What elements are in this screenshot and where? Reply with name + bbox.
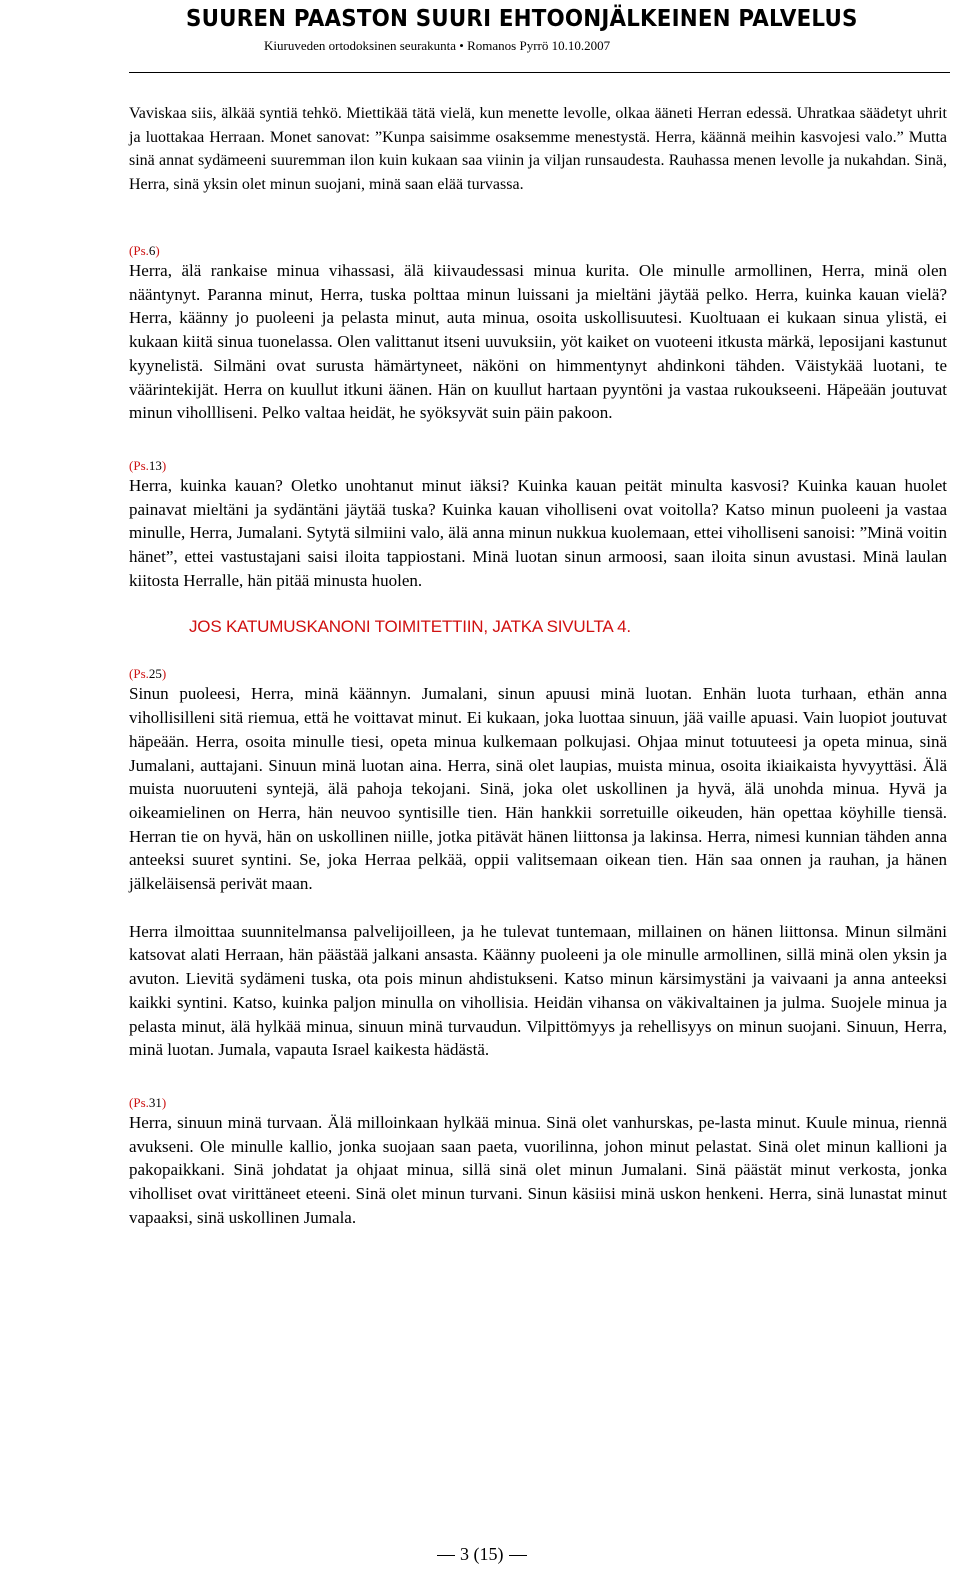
header-divider [129,72,950,73]
psalm-reference: (Ps.25) [129,666,167,682]
footer-dash-right [509,1555,527,1556]
document-body [129,102,947,1230]
psalm-reference: (Ps.13) [129,457,167,473]
footer-dash-left [437,1555,455,1556]
page-number-text: 3 (15) [460,1544,504,1564]
psalm-text: Herra ilmoittaa suunnitelmansa palvelijoilleen, ja he tulevat tuntemaan, millainen on hänen liittonsa. Minun silmäni katsovat alati Herraan, hän päästää jalkani ansasta. Käänny puoleeni ja ole minulle armollinen, sillä minä olen yksin ja avuton. Lievitä sydämeni tuska, ota pois minun ahdistukseni. Katso minun kärsimystäni ja vaivaani ja anna anteeksi kaikki syntini. Katso, kuinka paljon minulla on vihollisia. Heidän vihansa on väkivaltainen ja julma. Suojele minua ja pelasta minut, älä hylkää minua, sinuun minä turvaudun. Vilpittömyys ja rehellisyys on minun suojani. Sinuun, Herra, minä luotan. Jumala, vapauta Israel kaikesta hädästä. [129,921,947,1060]
psalm-text: Herra, älä rankaise minua vihassasi, älä kiivaudessasi minua kurita. Ole minulle armollinen, Herra, minä olen nääntynyt. Paranna minut, Herra, tuska polttaa minun luissani ja mieltäni jäytää pelko. Herra, kuinka kauan vielä? Herra, käänny jo puoleeni ja pelasta minut, auta minua, osoita uskollisuutesi. Kuoltuaan ei kukaan sinua ylistä, ei kukaan kiitä sinua tuonelassa. Olen valittanut itseni uuvuksiin, yöt kaiket on vuoteeni itkusta märkä, leposijani kastunut kyynelistä. Silmäni ovat surusta hämärtyneet, näköni on himmentynyt ahdinkoni tähden. Väistykää luotani, te väärintekijät. Herra on kuullut itkuni äänen. Hän on kuullut hartaan pyyntöni ja vastaa rukoukseeni. Häpeään joutuvat minun vihollliseni. Pelko valtaa heidät, he syöksyvät suin päin pakoon. [129,261,947,423]
page-header [0,0,960,74]
page-number [432,1544,532,1565]
psalm-text: Herra, kuinka kauan? Oletko unohtanut minut iäksi? Kuinka kauan peität minulta kasvosi? Kuinka kauan huolet painavat mieltäni ja sydäntäni jäytää tuska? Kuinka kauan viholliseni ovat voitolla? Katso minun puoleeni ja vastaa minulle, Herra, Jumalani. Sytytä silmiini valo, älä anna minun nukkua kuolemaan, ettei viholliseni sanoisi: ”Minä voitin hänet”, ettei vastustajani saisi iloita tappiostani. Minä luotan sinun armoosi, saan iloita sinun avustasi. Minä laulan kiitosta Herralle, hän pitää minusta huolen. [129,475,947,590]
psalm-text: Herra, sinuun minä turvaan. Älä milloinkaan hylkää minua. Sinä olet vanhurskas, pe-lasta minut. Kuule minua, riennä avukseni. Ole minulle kallio, jonka suojaan saan paeta, vuorilinna, johon minut pelastat. Sinä olet minun kallioni ja pakopaikkani. Sinä johdatat ja ohjaat minua, sillä sinä olet minun Jumalani. Sinä päästät minut verkosta, jonka viholliset ovat virittäneet eteeni. Sinä olet minun turvani. Sinun käsiisi minä uskon henkeni. Herra, sinä lunastat minut vapaaksi, sinä uskollinen Jumala. [129,1112,947,1227]
document-subtitle: Kiuruveden ortodoksinen seurakunta • Romanos Pyrrö 10.10.2007 [264,38,611,53]
psalm-reference: (Ps.6) [129,243,160,258]
intro-paragraph: Vaviskaa siis, älkää syntiä tehkö. Miettikää tätä vielä, kun menette levolle, olkaa ääneti Herran edessä. Uhratkaa säädetyt uhrit ja luottakaa Herraan. Monet sanovat: ”Kunpa saisimme osaksemme menestystä. Herra, käännä meihin kasvojesi valo.” Mutta sinä annat sydämeeni suuremman ilon kuin kukaan saa viinin ja viljan runsaudesta. Rauhassa menen levolle ja nukahdan. Sinä, Herra, sinä yksin olet minun suojani, minä saan elää turvassa. [129,105,947,193]
psalm-text: Sinun puoleesi, Herra, minä käännyn. Jumalani, sinun apuusi minä luotan. Enhän luota turhaan, ethän anna vihollisilleni sitä riemua, että he voittavat minut. Ei kukaan, joka luottaa sinuun, jää vaille apuasi. Vain luopiot joutuvat häpeään. Herra, osoita minulle tiesi, opeta minua kulkemaan polkujasi. Ohjaa minut totuuteesi ja opeta minua, sinä Jumalani, auttajani. Sinuun minä luotan aina. Herra, sinä olet laupias, muista minua, osoita ikiaikaista hyvyyttäsi. Älä muista nuoruuteni syntejä, älä pahoja tekojani. Sinä, joka olet uskollinen ja hyvä, älä unohda minua. Hyvä ja oikeamielinen on Herra, hän neuvoo syntisille tien. Hän hankkii sorretuille oikeuden, hän opettaa köyhille tiensä. Herran tie on hyvä, hän on uskollinen niille, jotka pitävät hänen liittonsa ja lakinsa. Herra, nimesi kunnian tähden anna anteeksi suuret syntini. Se, joka Herraa pelkää, oppii valitsemaan oikean tien. Hän saa onnen ja rauhan, ja hänen jälkeläisensä perivät maan. [129,684,947,894]
document-title: SUUREN PAASTON SUURI EHTOONJÄLKEINEN PALVELUS [186,6,858,32]
psalm-reference: (Ps.31) [129,1094,167,1110]
katumuskanoni-notice: JOS KATUMUSKANONI TOIMITETTIIN, JATKA SIVULTA 4. [189,617,631,637]
